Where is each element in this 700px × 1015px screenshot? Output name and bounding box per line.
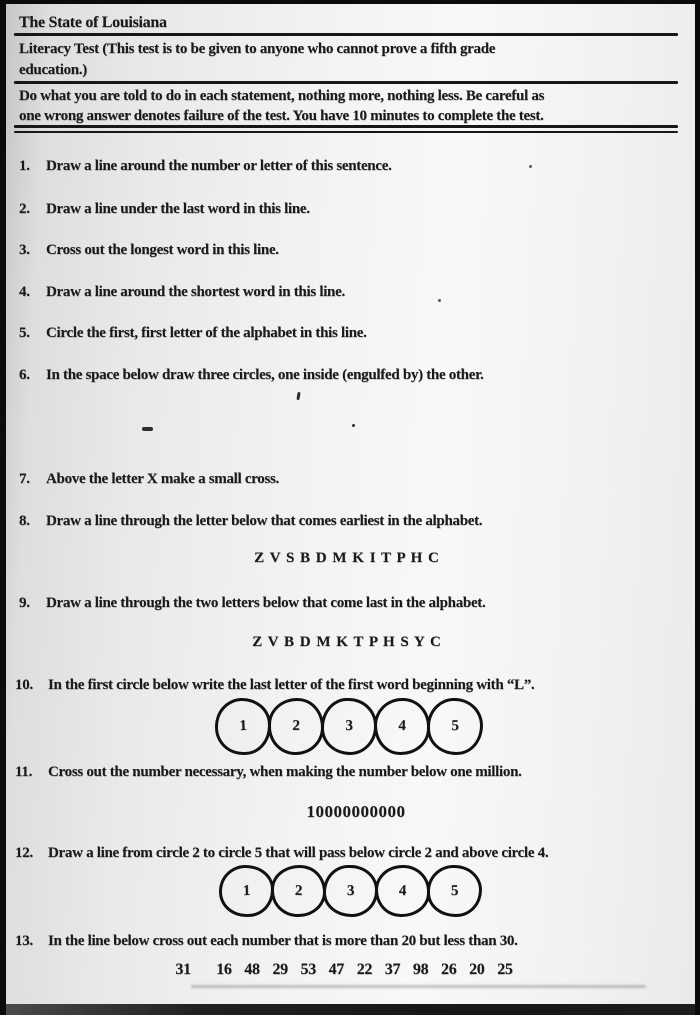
question-number: 1. xyxy=(19,158,30,174)
question-13 xyxy=(15,933,518,950)
numbered-circle-1 xyxy=(214,697,272,756)
question-number: 5. xyxy=(19,325,30,341)
circles-row-q12 xyxy=(0,865,700,917)
numbered-circle-1 xyxy=(218,864,275,918)
numbered-circle-5 xyxy=(426,864,482,917)
alphabet-row-q8: Z V S B D M K I T P H C xyxy=(254,550,440,566)
subtitle-underline-rule xyxy=(14,81,678,84)
question-number: 9. xyxy=(19,595,30,611)
instructions-line-1: Do what you are told to do in each statement, nothing more, nothing less. Be careful as xyxy=(19,88,545,104)
circle-number: 1 xyxy=(239,717,247,735)
circles-row-q10 xyxy=(0,698,699,755)
question-7 xyxy=(19,471,279,488)
circle-number: 1 xyxy=(242,882,250,899)
large-number-q11: 10000000000 xyxy=(306,802,406,821)
question-number: 8. xyxy=(19,513,30,529)
question-1 xyxy=(19,158,392,175)
numbered-circle-4 xyxy=(373,697,431,756)
instructions-underline-rule-thick xyxy=(14,125,678,128)
question-9 xyxy=(19,595,485,612)
scan-smudge-line xyxy=(191,985,646,988)
question-8 xyxy=(19,513,482,530)
question-text: Draw a line through the letter below that comes earliest in the alphabet. xyxy=(46,513,483,529)
question-5 xyxy=(19,325,367,342)
circle-number: 4 xyxy=(398,882,406,899)
numbered-circle-4 xyxy=(374,864,431,918)
question-number: 3. xyxy=(19,242,30,258)
instructions-line-2: one wrong answer denotes failure of the test. You have 10 minutes to complete the test. xyxy=(19,108,544,124)
question-number: 7. xyxy=(19,471,30,487)
circle-number: 4 xyxy=(398,717,406,735)
circle-number: 5 xyxy=(451,717,459,735)
scan-speck xyxy=(352,424,355,427)
question-10 xyxy=(15,677,534,694)
numbered-circle-2 xyxy=(270,864,326,917)
question-text: Cross out the longest word in this line. xyxy=(46,242,279,258)
question-12 xyxy=(15,845,548,862)
numbered-circle-3 xyxy=(322,865,378,918)
question-number: 10. xyxy=(15,677,33,693)
question-text: In the line below cross out each number that is more than 20 but less than 30. xyxy=(48,933,518,949)
question-3 xyxy=(19,242,279,259)
question-text: In the space below draw three circles, one inside (engulfed by) the other. xyxy=(46,367,484,383)
circle-number: 2 xyxy=(292,717,300,735)
bottom-scan-bar xyxy=(6,1004,695,1015)
question-number: 12. xyxy=(15,845,33,861)
question-number: 11. xyxy=(15,764,33,780)
question-number: 4. xyxy=(19,284,30,300)
scan-speck xyxy=(142,427,153,431)
question-6 xyxy=(19,367,484,384)
question-number: 13. xyxy=(15,933,33,949)
question-11 xyxy=(15,764,522,781)
question-text: In the first circle below write the last letter of the first word beginning with “L”. xyxy=(48,677,535,693)
numbered-circle-2 xyxy=(267,697,324,755)
question-text: Cross out the number necessary, when making the number below one million. xyxy=(48,764,522,780)
question-number: 2. xyxy=(19,201,30,217)
question-text: Draw a line around the number or letter of this sentence. xyxy=(46,158,392,174)
document-subtitle-line-1: Literacy Test (This test is to be given to anyone who cannot prove a fifth grade xyxy=(19,41,496,57)
scan-speck xyxy=(296,392,300,400)
question-text: Draw a line from circle 2 to circle 5 that will pass below circle 2 and above circle 4. xyxy=(48,845,549,861)
circle-number: 2 xyxy=(294,882,302,899)
question-text: Draw a line around the shortest word in this line. xyxy=(46,284,345,300)
document-subtitle-line-2: education.) xyxy=(19,62,87,78)
question-number: 6. xyxy=(19,367,30,383)
numbered-circle-5 xyxy=(426,697,483,755)
scan-speck xyxy=(529,165,532,168)
question-text: Draw a line through the two letters below that come last in the alphabet. xyxy=(46,595,486,611)
scan-speck xyxy=(438,299,441,302)
alphabet-row-q9: Z V B D M K T P H S Y C xyxy=(252,634,442,650)
document-title: The State of Louisiana xyxy=(19,14,167,31)
question-text: Circle the first, first letter of the alphabet in this line. xyxy=(46,325,367,341)
question-text: Above the letter X make a small cross. xyxy=(46,471,280,487)
numbered-circle-3 xyxy=(321,698,378,756)
question-4 xyxy=(19,284,345,301)
circle-number: 3 xyxy=(346,882,354,899)
circle-number: 5 xyxy=(450,882,458,899)
title-underline-rule xyxy=(14,33,678,36)
instructions-underline-rule-thin xyxy=(14,131,678,133)
question-text: Draw a line under the last word in this line. xyxy=(46,201,310,217)
question-2 xyxy=(19,201,310,218)
circle-number: 3 xyxy=(345,717,353,735)
number-row-q13: 31 16 48 29 53 47 22 37 98 26 20 25 xyxy=(175,961,513,978)
